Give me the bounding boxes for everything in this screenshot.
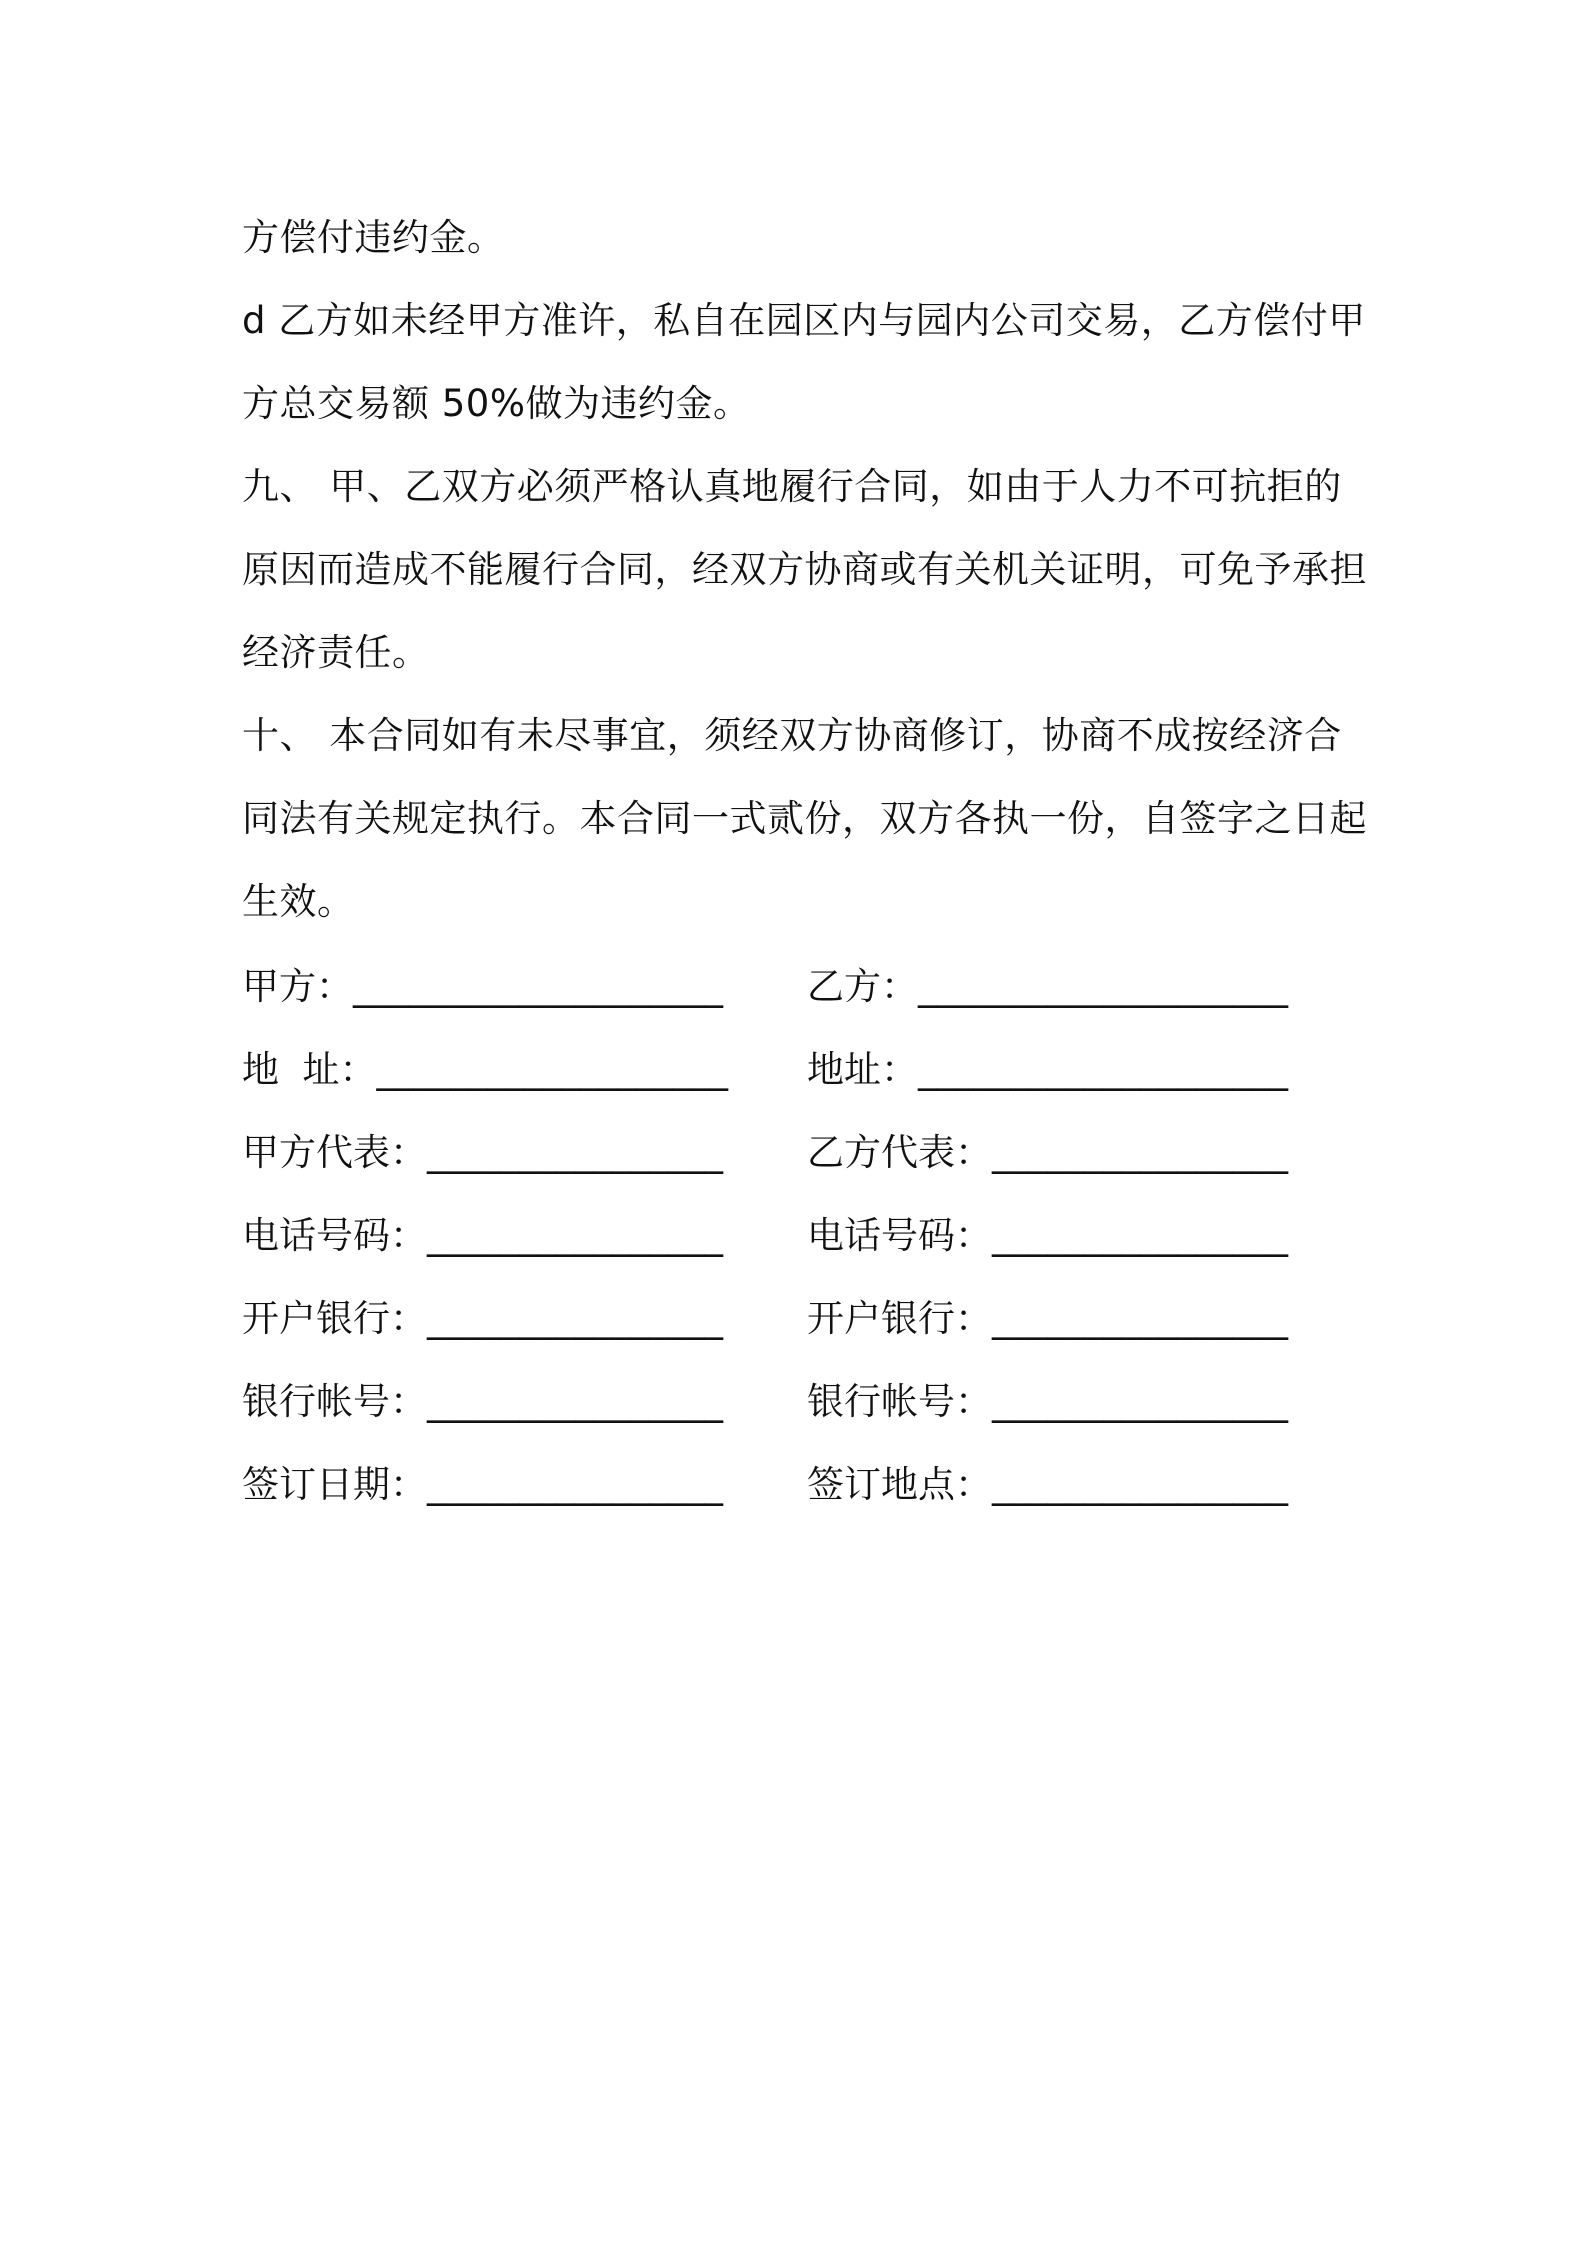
blank-line: ____________________ <box>918 1048 1288 1091</box>
text-line: 生效。 <box>242 880 355 923</box>
blank-line: ________________ <box>427 1131 723 1174</box>
text-line: 原因而造成不能履行合同，经双方协商或有关机关证明，可免予承担 <box>242 548 1367 591</box>
text-line: 经济责任。 <box>242 631 430 674</box>
party-b-bank-field <box>807 1277 1288 1360</box>
blank-line: ________________ <box>427 1380 723 1423</box>
text-line: 十、 本合同如有未尽事宜，须经双方协商修订，协商不成按经济合 <box>242 714 1342 757</box>
blank-line: ________________ <box>427 1463 723 1506</box>
party-a-address-field <box>242 1028 728 1111</box>
text-line: 方偿付违约金。 <box>242 216 505 259</box>
signing-date-field <box>242 1443 723 1526</box>
signature-row-phone <box>242 1194 1362 1277</box>
party-b-phone-field <box>807 1194 1288 1277</box>
field-label: 电话号码： <box>807 1214 992 1257</box>
signing-place-field <box>807 1443 1288 1526</box>
blank-line: ____________________ <box>918 965 1288 1008</box>
blank-line: ________________ <box>992 1463 1288 1506</box>
paragraph-continuation <box>242 196 1362 279</box>
field-label: 甲方代表： <box>242 1131 427 1174</box>
field-label: 地址： <box>807 1048 918 1091</box>
paragraph-clause-10 <box>242 694 1367 943</box>
blank-line: ________________ <box>992 1297 1288 1340</box>
text-line: 方总交易额 50%做为违约金。 <box>242 382 751 425</box>
text-line: 九、 甲、乙双方必须严格认真地履行合同，如由于人力不可抗拒的 <box>242 465 1342 508</box>
text-line: 同法有关规定执行。本合同一式贰份，双方各执一份，自签字之日起 <box>242 797 1367 840</box>
blank-line: ________________ <box>427 1214 723 1257</box>
blank-line: ____________________ <box>353 965 723 1008</box>
field-label: 电话号码： <box>242 1214 427 1257</box>
field-label: 银行帐号： <box>242 1380 427 1423</box>
text-line: d 乙方如未经甲方准许，私自在园区内与园内公司交易，乙方偿付甲 <box>242 299 1366 342</box>
field-label: 签订日期： <box>242 1463 427 1506</box>
field-label: 乙方代表： <box>807 1131 992 1174</box>
blank-line: ________________ <box>992 1380 1288 1423</box>
signature-row-bank <box>242 1277 1362 1360</box>
party-a-field <box>242 945 723 1028</box>
field-label: 银行帐号： <box>807 1380 992 1423</box>
signature-row-account <box>242 1360 1362 1443</box>
party-b-address-field <box>807 1028 1288 1111</box>
signature-row-date-place <box>242 1443 1362 1526</box>
party-b-field <box>807 945 1288 1028</box>
field-label: 开户银行： <box>242 1297 427 1340</box>
field-label: 甲方： <box>242 965 353 1008</box>
signature-row-address <box>242 1028 1362 1111</box>
paragraph-clause-9 <box>242 445 1367 694</box>
field-label: 签订地点： <box>807 1463 992 1506</box>
party-b-account-field <box>807 1360 1288 1443</box>
field-label: 开户银行： <box>807 1297 992 1340</box>
party-a-representative-field <box>242 1111 723 1194</box>
signature-block <box>242 945 1362 1526</box>
party-b-representative-field <box>807 1111 1288 1194</box>
party-a-phone-field <box>242 1194 723 1277</box>
signature-row-representative <box>242 1111 1362 1194</box>
blank-line: ___________________ <box>376 1048 729 1091</box>
party-a-account-field <box>242 1360 723 1443</box>
contract-body <box>242 196 1367 943</box>
paragraph-clause-d <box>242 279 1366 445</box>
blank-line: ________________ <box>992 1131 1288 1174</box>
party-a-bank-field <box>242 1277 723 1360</box>
blank-line: ________________ <box>427 1297 723 1340</box>
field-label: 地 址： <box>242 1048 377 1091</box>
blank-line: ________________ <box>992 1214 1288 1257</box>
field-label: 乙方： <box>807 965 918 1008</box>
signature-row-party <box>242 945 1362 1028</box>
